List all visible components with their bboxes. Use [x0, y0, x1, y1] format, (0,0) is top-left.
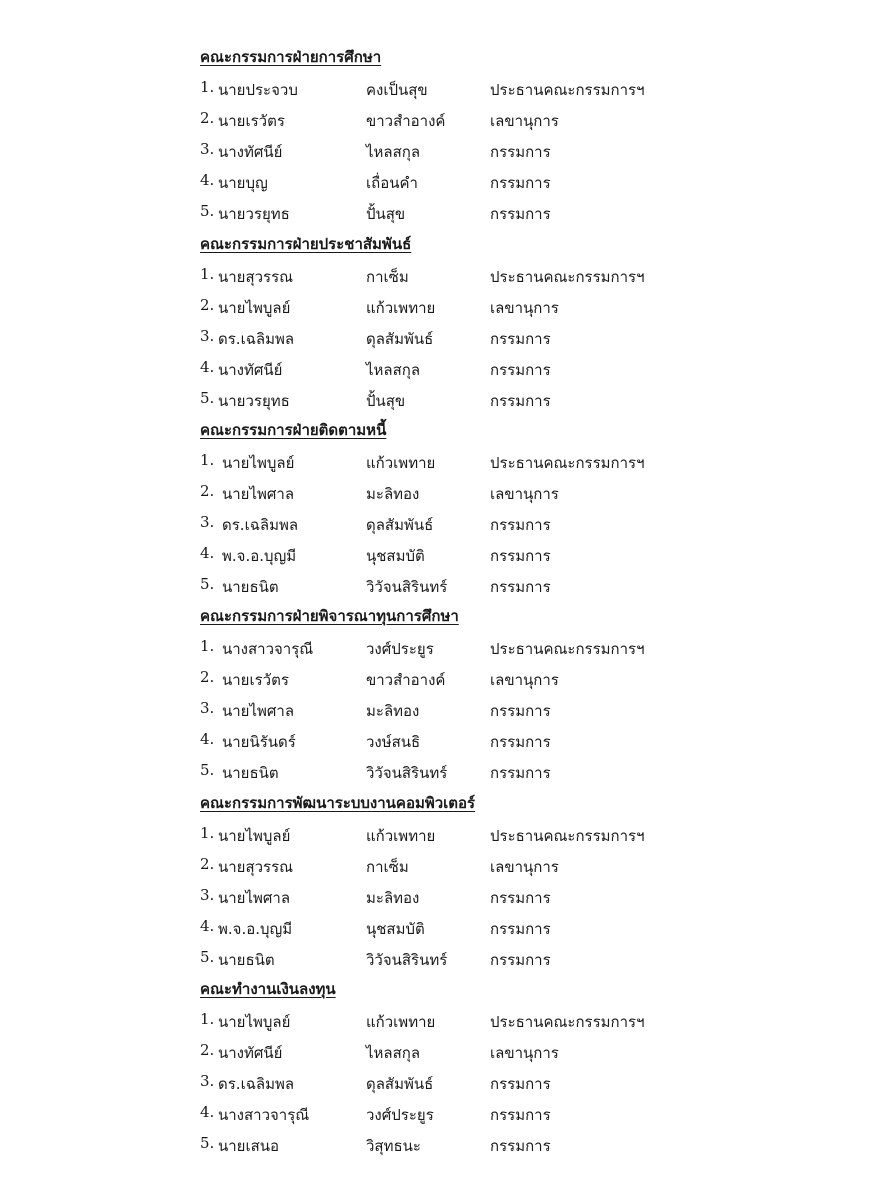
member-role: กรรมการ: [490, 1075, 551, 1093]
member-row: [0, 699, 872, 729]
member-first-name: นายเรวัตร: [222, 671, 289, 689]
member-first-name: ดร.เฉลิมพล: [222, 516, 299, 534]
member-first-name: นางทัศนีย์: [218, 1044, 283, 1062]
member-last-name: วงศ์ประยูร: [366, 1106, 434, 1124]
committee-title: คณะกรรมการฝ่ายการศึกษา: [200, 48, 382, 66]
member-row: [0, 1103, 872, 1133]
member-role: เลขานุการ: [490, 485, 559, 503]
member-number: 5.: [200, 761, 215, 779]
member-last-name: ปั้นสุข: [366, 205, 406, 223]
member-first-name: ดร.เฉลิมพล: [218, 1075, 295, 1093]
member-number: 2.: [200, 855, 215, 873]
member-last-name: วิวัจนสิรินทร์: [366, 764, 448, 782]
member-first-name: นายไพบูลย์: [218, 827, 291, 845]
member-role: กรรมการ: [490, 889, 551, 907]
member-number: 3.: [200, 513, 215, 531]
member-first-name: นายบุญ: [218, 174, 268, 192]
member-row: [0, 78, 872, 108]
member-last-name: กาเซ็ม: [366, 268, 409, 286]
member-role: เลขานุการ: [490, 1044, 559, 1062]
member-role: กรรมการ: [490, 764, 551, 782]
member-row: [0, 730, 872, 760]
member-number: 2.: [200, 1041, 215, 1059]
member-first-name: นายประจวบ: [218, 81, 298, 99]
member-last-name: แก้วเพทาย: [366, 299, 436, 317]
member-role: เลขานุการ: [490, 858, 559, 876]
member-role: กรรมการ: [490, 1106, 551, 1124]
member-last-name: ดุลสัมพันธ์: [366, 1075, 434, 1093]
member-number: 3.: [200, 140, 215, 158]
member-row: [0, 202, 872, 232]
member-number: 2.: [200, 482, 215, 500]
member-row: [0, 761, 872, 791]
member-number: 5.: [200, 948, 215, 966]
member-first-name: นายเสนอ: [218, 1137, 280, 1155]
member-row: [0, 637, 872, 667]
member-row: [0, 855, 872, 885]
member-first-name: นางสาวจารุณี: [222, 640, 314, 658]
member-row: [0, 296, 872, 326]
member-last-name: ดุลสัมพันธ์: [366, 330, 434, 348]
member-role: เลขานุการ: [490, 112, 559, 130]
member-first-name: นายนิรันดร์: [222, 733, 296, 751]
member-role: ประธานคณะกรรมการฯ: [490, 1013, 645, 1031]
member-first-name: นายไพศาล: [222, 485, 295, 503]
member-row: [0, 389, 872, 419]
member-row: [0, 1134, 872, 1164]
member-number: 1.: [200, 824, 215, 842]
member-row: [0, 886, 872, 916]
committee-title: คณะกรรมการฝ่ายประชาสัมพันธ์: [200, 235, 412, 253]
member-role: เลขานุการ: [490, 299, 559, 317]
member-row: [0, 917, 872, 947]
member-number: 4.: [200, 1103, 215, 1121]
member-row: [0, 451, 872, 481]
member-number: 1.: [200, 1010, 215, 1028]
member-first-name: นายธนิต: [218, 951, 275, 969]
member-first-name: นายวรยุทธ: [218, 392, 290, 410]
member-first-name: นางทัศนีย์: [218, 143, 283, 161]
member-row: [0, 1041, 872, 1071]
member-last-name: นุชสมบัติ: [366, 547, 425, 565]
member-last-name: วงศ์ประยูร: [366, 640, 434, 658]
member-number: 4.: [200, 917, 215, 935]
member-first-name: ดร.เฉลิมพล: [218, 330, 295, 348]
member-last-name: ขาวสำอางค์: [366, 671, 446, 689]
member-number: 2.: [200, 296, 215, 314]
member-last-name: ไหลสกุล: [366, 1044, 421, 1062]
member-number: 4.: [200, 358, 215, 376]
member-last-name: เถื่อนคำ: [366, 174, 418, 192]
member-first-name: พ.จ.อ.บุญมี: [222, 547, 297, 565]
member-row: [0, 171, 872, 201]
member-last-name: วิสุทธนะ: [366, 1137, 421, 1155]
member-row: [0, 948, 872, 978]
member-last-name: แก้วเพทาย: [366, 1013, 436, 1031]
member-first-name: นายวรยุทธ: [218, 205, 290, 223]
member-role: กรรมการ: [490, 361, 551, 379]
member-first-name: นายธนิต: [222, 764, 279, 782]
member-role: กรรมการ: [490, 143, 551, 161]
member-role: ประธานคณะกรรมการฯ: [490, 81, 645, 99]
member-row: [0, 824, 872, 854]
member-first-name: นางทัศนีย์: [218, 361, 283, 379]
committee-title: คณะกรรมการฝ่ายพิจารณาทุนการศึกษา: [200, 607, 459, 625]
member-row: [0, 544, 872, 574]
member-last-name: มะลิทอง: [366, 485, 420, 503]
member-number: 3.: [200, 327, 215, 345]
member-first-name: นายสุวรรณ: [218, 858, 294, 876]
member-number: 3.: [200, 1072, 215, 1090]
member-last-name: ไหลสกุล: [366, 361, 421, 379]
member-role: ประธานคณะกรรมการฯ: [490, 454, 645, 472]
member-first-name: นายไพบูลย์: [218, 299, 291, 317]
member-role: กรรมการ: [490, 951, 551, 969]
member-first-name: นายไพศาล: [222, 702, 295, 720]
member-row: [0, 668, 872, 698]
committee-title: คณะทำงานเงินลงทุน: [200, 980, 336, 998]
member-last-name: นุชสมบัติ: [366, 920, 425, 938]
member-number: 4.: [200, 730, 215, 748]
member-row: [0, 140, 872, 170]
member-role: ประธานคณะกรรมการฯ: [490, 640, 645, 658]
member-row: [0, 358, 872, 388]
member-number: 1.: [200, 451, 215, 469]
member-first-name: นายไพศาล: [218, 889, 291, 907]
member-last-name: มะลิทอง: [366, 889, 420, 907]
member-last-name: ดุลสัมพันธ์: [366, 516, 434, 534]
member-last-name: แก้วเพทาย: [366, 827, 436, 845]
member-row: [0, 327, 872, 357]
member-row: [0, 513, 872, 543]
member-number: 5.: [200, 389, 215, 407]
member-row: [0, 482, 872, 512]
committee-title: คณะกรรมการพัฒนาระบบงานคอมพิวเตอร์: [200, 794, 476, 812]
member-first-name: นางสาวจารุณี: [218, 1106, 310, 1124]
member-role: กรรมการ: [490, 733, 551, 751]
member-role: ประธานคณะกรรมการฯ: [490, 268, 645, 286]
member-role: ประธานคณะกรรมการฯ: [490, 827, 645, 845]
member-role: กรรมการ: [490, 174, 551, 192]
member-first-name: พ.จ.อ.บุญมี: [218, 920, 293, 938]
member-role: กรรมการ: [490, 330, 551, 348]
member-last-name: คงเป็นสุข: [366, 81, 428, 99]
member-number: 2.: [200, 109, 215, 127]
member-number: 4.: [200, 171, 215, 189]
member-row: [0, 1010, 872, 1040]
member-number: 1.: [200, 637, 215, 655]
member-role: เลขานุการ: [490, 671, 559, 689]
member-role: กรรมการ: [490, 392, 551, 410]
member-last-name: วงษ์สนธิ: [366, 733, 421, 751]
member-number: 5.: [200, 202, 215, 220]
member-number: 3.: [200, 886, 215, 904]
member-first-name: นายไพบูลย์: [218, 1013, 291, 1031]
member-first-name: นายเรวัตร: [218, 112, 285, 130]
member-last-name: วิวัจนสิรินทร์: [366, 951, 448, 969]
member-role: กรรมการ: [490, 205, 551, 223]
member-row: [0, 575, 872, 605]
member-role: กรรมการ: [490, 578, 551, 596]
member-first-name: นายไพบูลย์: [222, 454, 295, 472]
member-number: 4.: [200, 544, 215, 562]
member-role: กรรมการ: [490, 547, 551, 565]
member-number: 2.: [200, 668, 215, 686]
member-number: 1.: [200, 78, 215, 96]
member-last-name: กาเซ็ม: [366, 858, 409, 876]
member-last-name: มะลิทอง: [366, 702, 420, 720]
member-role: กรรมการ: [490, 920, 551, 938]
member-role: กรรมการ: [490, 702, 551, 720]
member-row: [0, 265, 872, 295]
member-last-name: ขาวสำอางค์: [366, 112, 446, 130]
member-number: 5.: [200, 1134, 215, 1152]
member-last-name: แก้วเพทาย: [366, 454, 436, 472]
member-last-name: ปั้นสุข: [366, 392, 406, 410]
member-last-name: วิวัจนสิรินทร์: [366, 578, 448, 596]
member-number: 3.: [200, 699, 215, 717]
member-first-name: นายสุวรรณ: [218, 268, 294, 286]
member-row: [0, 109, 872, 139]
member-number: 1.: [200, 265, 215, 283]
member-role: กรรมการ: [490, 1137, 551, 1155]
member-number: 5.: [200, 575, 215, 593]
member-role: กรรมการ: [490, 516, 551, 534]
member-first-name: นายธนิต: [222, 578, 279, 596]
member-row: [0, 1072, 872, 1102]
committee-title: คณะกรรมการฝ่ายติดตามหนี้: [200, 421, 387, 439]
member-last-name: ไหลสกุล: [366, 143, 421, 161]
